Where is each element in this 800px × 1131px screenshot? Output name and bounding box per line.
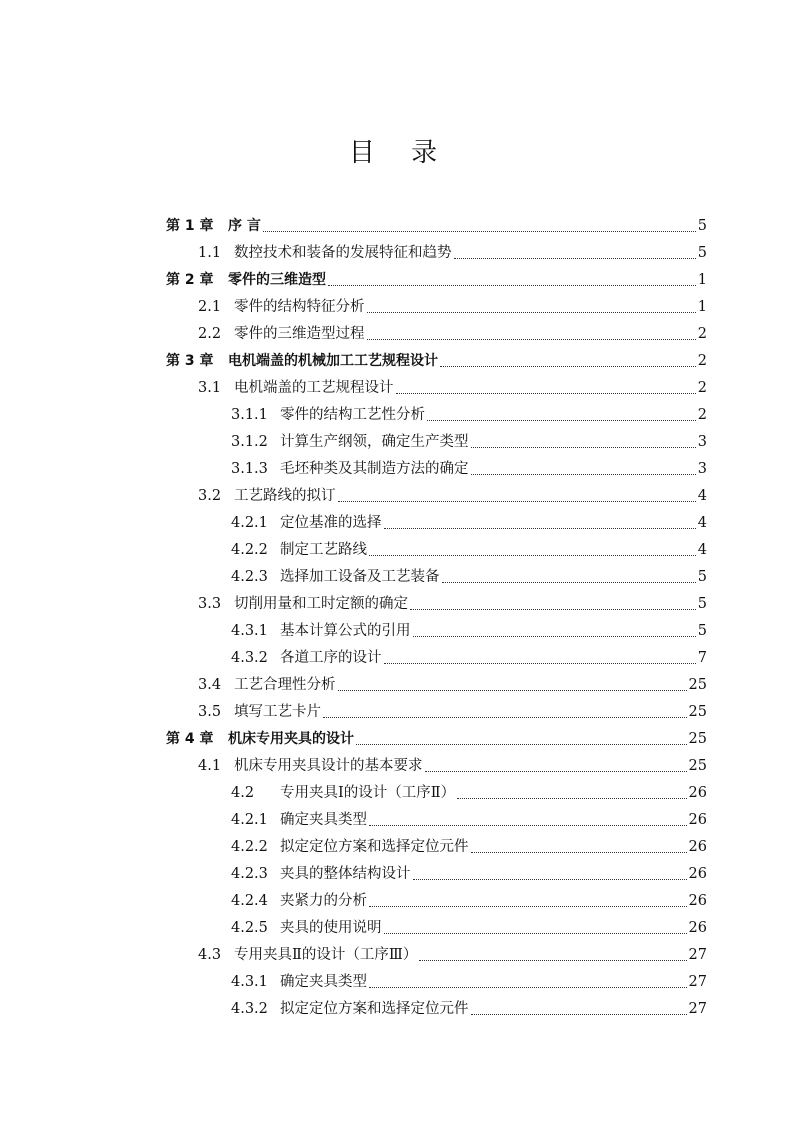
dot-leader [369,986,687,988]
toc-entry-title: 数控技术和装备的发展特征和趋势 [234,245,452,261]
dot-leader [427,419,696,421]
dot-leader [369,554,696,556]
toc-entry[interactable] [231,453,707,479]
toc-entry-number: 2.2 [198,326,222,342]
dot-leader [263,230,696,232]
toc-entry-page-number: 1 [697,299,707,315]
toc-entry-number: 第 1 章 [166,218,214,234]
toc-entry-page-number: 2 [697,380,707,396]
toc-entry-page-number: 25 [688,677,707,693]
toc-entry-page-number: 27 [688,1001,707,1017]
toc-entry[interactable] [231,885,707,911]
toc-entry[interactable] [198,750,707,776]
toc-entry-page-number: 27 [688,974,707,990]
toc-entry-page-number: 27 [688,947,707,963]
toc-entry-title: 电机端盖的机械加工工艺规程设计 [228,353,438,369]
toc-entry-title: 夹具的使用说明 [280,920,382,936]
toc-entry-page-number: 5 [697,245,707,261]
toc-entry-page-number: 2 [697,353,707,369]
toc-entry[interactable] [231,912,707,938]
toc-entry-title: 专用夹具Ⅱ的设计（工序Ⅲ） [234,947,418,963]
dot-leader [471,446,696,448]
toc-entry[interactable] [198,696,707,722]
toc-entry-page-number: 26 [688,785,707,801]
toc-entry-page-number: 5 [697,218,707,234]
toc-entry-title: 机床专用夹具的设计 [228,731,354,747]
toc-entry-title: 毛坯种类及其制造方法的确定 [280,461,469,477]
toc-entry[interactable] [198,237,707,263]
toc-entry-page-number: 4 [697,542,707,558]
dot-leader [442,581,696,583]
toc-entry-number: 4.3.2 [231,650,268,666]
toc-entry-number: 3.2 [198,488,222,504]
toc-entry[interactable] [231,966,707,992]
toc-entry[interactable] [231,804,707,830]
toc-entry[interactable] [231,615,707,641]
toc-entry[interactable] [231,426,707,452]
toc-entry-number: 4.2.1 [231,812,268,828]
toc-entry-page-number: 25 [688,704,707,720]
toc-entry-title: 零件的结构工艺性分析 [280,407,425,423]
toc-entry-title: 拟定定位方案和选择定位元件 [280,839,469,855]
toc-entry[interactable] [166,210,707,236]
toc-entry[interactable] [198,372,707,398]
toc-entry-number: 3.1.1 [231,407,268,423]
toc-entry[interactable] [166,723,707,749]
toc-entry-number: 3.1.2 [231,434,268,450]
dot-leader [413,878,687,880]
toc-entry-title: 各道工序的设计 [280,650,382,666]
toc-entry-number: 4.3.1 [231,974,268,990]
toc-entry[interactable] [198,480,707,506]
dot-leader [384,662,696,664]
toc-entry[interactable] [231,399,707,425]
toc-entry-title: 确定夹具类型 [280,974,367,990]
toc-entry-title: 制定工艺路线 [280,542,367,558]
toc-entry-title: 专用夹具Ⅰ的设计（工序Ⅱ） [280,785,456,801]
toc-entry-page-number: 2 [697,326,707,342]
dot-leader [410,608,696,610]
toc-entry-title: 零件的三维造型过程 [234,326,365,342]
toc-entry-number: 4.2.3 [231,569,268,585]
toc-entry[interactable] [231,831,707,857]
toc-entry-page-number: 5 [697,623,707,639]
toc-entry-number: 4.2 [231,785,255,801]
dot-leader [323,716,687,718]
toc-entry-title: 工艺路线的拟订 [234,488,336,504]
toc-entry-title: 拟定定位方案和选择定位元件 [280,1001,469,1017]
toc-entry-page-number: 26 [688,893,707,909]
dot-leader [440,365,696,367]
toc-entry-number: 1.1 [198,245,222,261]
toc-entry[interactable] [231,561,707,587]
toc-entry-page-number: 25 [688,758,707,774]
toc-entry-title: 机床专用夹具设计的基本要求 [234,758,423,774]
toc-entry-number: 4.2.4 [231,893,268,909]
toc-entry[interactable] [231,507,707,533]
toc-entry-number: 3.4 [198,677,222,693]
toc-entry-page-number: 1 [697,272,707,288]
toc-entry[interactable] [166,345,707,371]
page-title: 目 录 [348,138,452,168]
toc-entry-number: 4.2.2 [231,839,268,855]
dot-leader [384,932,687,934]
toc-entry-page-number: 7 [697,650,707,666]
toc-entry-number: 4.3.1 [231,623,268,639]
toc-entry-page-number: 3 [697,461,707,477]
toc-entry-number: 第 4 章 [166,731,214,747]
dot-leader [413,635,696,637]
toc-entry-number: 第 3 章 [166,353,214,369]
toc-entry-title: 确定夹具类型 [280,812,367,828]
toc-entry[interactable] [198,291,707,317]
dot-leader [425,770,687,772]
toc-entry-title: 工艺合理性分析 [234,677,336,693]
toc-entry-number: 第 2 章 [166,272,214,288]
dot-leader [454,257,696,259]
toc-entry-number: 4.2.2 [231,542,268,558]
toc-entry-page-number: 5 [697,569,707,585]
dot-leader [471,851,687,853]
toc-entry-page-number: 26 [688,920,707,936]
toc-entry-page-number: 26 [688,812,707,828]
toc-entry-title: 基本计算公式的引用 [280,623,411,639]
dot-leader [471,1013,687,1015]
toc-entry-title: 选择加工设备及工艺装备 [280,569,440,585]
dot-leader [367,338,696,340]
toc-entry[interactable] [198,939,707,965]
toc-entry-page-number: 4 [697,515,707,531]
toc-entry[interactable] [166,264,707,290]
toc-entry[interactable] [231,777,707,803]
toc-entry-number: 4.2.3 [231,866,268,882]
dot-leader [367,311,696,313]
toc-entry[interactable] [231,534,707,560]
dot-leader [338,500,696,502]
toc-entry-page-number: 25 [688,731,707,747]
toc-entry-number: 3.1.3 [231,461,268,477]
dot-leader [338,689,687,691]
toc-entry[interactable] [198,588,707,614]
toc-entry-number: 4.3.2 [231,1001,268,1017]
toc-entry-number: 3.5 [198,704,222,720]
toc-entry-title: 切削用量和工时定额的确定 [234,596,408,612]
toc-entry-number: 4.2.5 [231,920,268,936]
toc-entry-title: 零件的结构特征分析 [234,299,365,315]
toc-entry-title: 序 言 [228,218,261,234]
toc-entry-title: 零件的三维造型 [228,272,326,288]
toc-entry[interactable] [231,642,707,668]
toc-entry-title: 电机端盖的工艺规程设计 [234,380,394,396]
toc-entry-title: 填写工艺卡片 [234,704,321,720]
toc-entry-page-number: 26 [688,839,707,855]
dot-leader [419,959,686,961]
toc-entry-number: 3.3 [198,596,222,612]
toc-entry-title: 定位基准的选择 [280,515,382,531]
toc-entry-page-number: 26 [688,866,707,882]
toc-entry-page-number: 3 [697,434,707,450]
toc-entry[interactable] [198,318,707,344]
toc-entry-page-number: 2 [697,407,707,423]
toc-entry-number: 4.2.1 [231,515,268,531]
toc-entry-title: 夹具的整体结构设计 [280,866,411,882]
toc-entry[interactable] [231,858,707,884]
toc-entry-page-number: 4 [697,488,707,504]
toc-entry-page-number: 5 [697,596,707,612]
dot-leader [384,527,696,529]
toc-entry-number: 3.1 [198,380,222,396]
toc-entry-number: 4.3 [198,947,222,963]
dot-leader [328,284,696,286]
toc-entry[interactable] [198,669,707,695]
toc-entry-title: 计算生产纲领，确定生产类型 [280,434,469,450]
toc-entry-number: 4.1 [198,758,222,774]
dot-leader [369,824,687,826]
dot-leader [471,473,696,475]
toc-entry[interactable] [231,993,707,1019]
toc-entry-number: 2.1 [198,299,222,315]
dot-leader [396,392,696,394]
dot-leader [356,743,687,745]
dot-leader [369,905,687,907]
toc-entry-title: 夹紧力的分析 [280,893,367,909]
dot-leader [457,797,686,799]
